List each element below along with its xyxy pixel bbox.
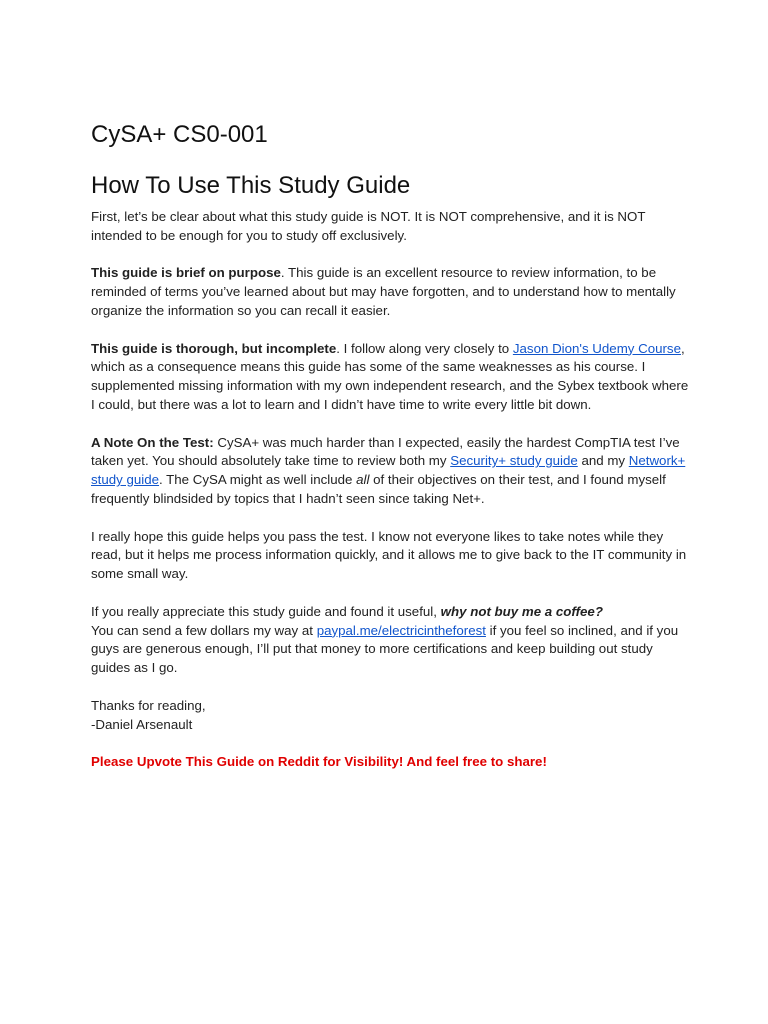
coffee-paragraph (91, 603, 691, 678)
note-text-1: CySA+ was much harder than I expected, easily the hardest CompTIA test I’ve taken yet. You should absolutely take time to review both my (91, 434, 680, 469)
section-heading: How To Use This Study Guide (91, 172, 411, 199)
network-guide-link[interactable]: Network+ study guide (91, 453, 686, 488)
security-guide-link[interactable]: Security+ study guide (450, 453, 578, 469)
note-text-4: of their objectives on their test, and I found myself frequently blindsided by topics that I hadn’t seen since taking Net+. (91, 472, 666, 506)
document-body (91, 118, 691, 772)
brief-bold: This guide is brief on purpose (91, 265, 281, 281)
note-italic: all (356, 472, 370, 488)
coffee-text-1: If you really appreciate this study guide and found it useful, (91, 603, 441, 619)
thanks-line: Thanks for reading, (91, 697, 206, 713)
paypal-link[interactable]: paypal.me/electricintheforest (316, 622, 486, 638)
note-text-3: . The CySA might as well include (159, 472, 357, 488)
thorough-text-after: , which as a consequence means this guide has some of the same weaknesses as his course. I supplemented missing information with my own independent research, and the Sybex textbook where I could, but there was a lot to learn and I didn’t have time to write every little bit down. (91, 340, 689, 412)
note-text-2: and my (577, 453, 629, 469)
thorough-bold: This guide is thorough, but incomplete (91, 340, 337, 356)
upvote-note: Please Upvote This Guide on Reddit for Visibility! And feel free to share! (91, 754, 547, 770)
intro-paragraph: First, let’s be clear about what this study guide is NOT. It is NOT comprehensive, and it is NOT intended to be enough for you to study off exclusively. (91, 209, 646, 243)
note-paragraph (91, 434, 691, 509)
signature-line: -Daniel Arsenault (91, 716, 193, 732)
coffee-text-3: if you feel so inclined, and if you guys are generous enough, I’ll put that money to more certifications and keep building out study guides as I go. (91, 622, 679, 676)
brief-paragraph (91, 264, 691, 320)
note-bold: A Note On the Test: (91, 434, 214, 450)
hope-paragraph: I really hope this guide helps you pass the test. I know not everyone likes to take notes while they read, but it helps me process information quickly, and it allows me to give back to the IT community in some small way. (91, 528, 687, 582)
coffee-text-2: You can send a few dollars my way at (91, 622, 317, 638)
document-title: CySA+ CS0-001 (91, 121, 268, 148)
coffee-bold-italic: why not buy me a coffee? (440, 603, 603, 619)
thorough-paragraph (91, 340, 691, 415)
udemy-course-link[interactable]: Jason Dion's Udemy Course (512, 340, 681, 356)
brief-text: . This guide is an excellent resource to review information, to be reminded of terms you’ve learned about but may have forgotten, and to understand how to mentally organize the information so you can recall it easier. (91, 265, 676, 318)
thorough-text-before: . I follow along very closely to (336, 340, 513, 356)
